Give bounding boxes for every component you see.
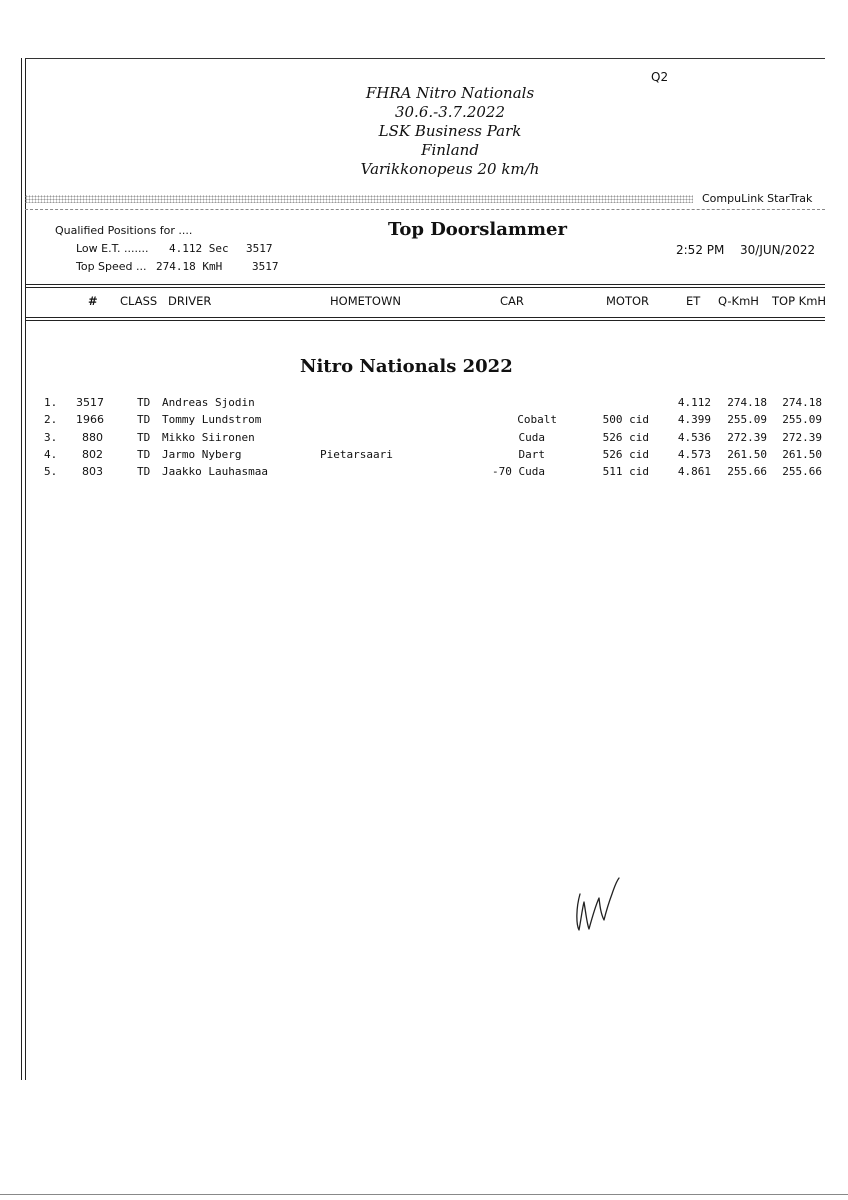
bottom-rule xyxy=(0,1194,848,1195)
dashed-rule xyxy=(25,209,825,210)
result-motor: 526 cid xyxy=(602,447,649,461)
col-qkmh: Q-KmH xyxy=(718,294,759,308)
left-margin-line-outer xyxy=(21,58,22,1080)
result-class: TD xyxy=(137,430,151,444)
result-pos: 2. xyxy=(44,413,58,427)
low-et-label: Low E.T. ....... xyxy=(76,242,149,255)
col-class: CLASS xyxy=(120,294,158,308)
top-speed-label: Top Speed ... xyxy=(76,260,147,273)
result-driver: Andreas Sjodin xyxy=(162,396,255,409)
result-topkmh: 274.18 xyxy=(782,396,822,409)
top-speed-value: 274.18 KmH xyxy=(156,260,223,273)
result-topkmh: 255.66 xyxy=(782,465,822,479)
results-table xyxy=(0,396,848,482)
result-num: 803 xyxy=(82,465,103,479)
result-pos: 5. xyxy=(44,465,58,479)
col-car: CAR xyxy=(500,294,524,308)
result-driver: Tommy Lundstrom xyxy=(162,413,262,427)
report-date: 30/JUN/2022 xyxy=(740,243,816,257)
result-qkmh: 274.18 xyxy=(727,396,767,409)
result-qkmh: 255.09 xyxy=(727,413,767,427)
col-topkmh: TOP KmH xyxy=(772,294,827,308)
report-time: 2:52 PM xyxy=(676,243,725,257)
col-et: ET xyxy=(686,294,701,308)
handwritten-signature xyxy=(570,872,640,942)
result-row xyxy=(0,413,848,430)
result-hometown: Pietarsaari xyxy=(320,447,393,461)
header-rule-top xyxy=(25,284,825,285)
event-header xyxy=(300,84,600,179)
event-pit-speed: Varikkonopeus 20 km/h xyxy=(360,160,540,178)
low-et-value: 4.112 Sec xyxy=(169,242,229,255)
low-et-car: 3517 xyxy=(246,242,273,255)
result-class: TD xyxy=(137,447,151,461)
result-pos: 4. xyxy=(44,447,58,461)
result-qkmh: 261.50 xyxy=(727,447,767,461)
result-num: 802 xyxy=(82,447,103,461)
result-driver: Jarmo Nyberg xyxy=(162,447,242,461)
result-pos: 1. xyxy=(44,396,58,409)
result-row xyxy=(0,396,848,413)
left-margin-line-inner xyxy=(25,58,26,1080)
event-country: Finland xyxy=(421,141,479,159)
col-driver: DRIVER xyxy=(168,294,212,308)
result-row xyxy=(0,431,848,448)
result-topkmh: 261.50 xyxy=(782,447,822,461)
header-rule-bottom-2 xyxy=(25,320,825,321)
result-num: 1966 xyxy=(76,413,104,427)
result-class: TD xyxy=(137,396,151,409)
vendor-label: CompuLink StarTrak xyxy=(702,192,813,205)
event-venue: LSK Business Park xyxy=(378,122,522,140)
result-class: TD xyxy=(137,465,151,479)
result-topkmh: 272.39 xyxy=(782,430,822,444)
result-motor: 511 cid xyxy=(602,465,649,479)
col-num: # xyxy=(88,294,98,308)
col-hometown: HOMETOWN xyxy=(330,294,401,308)
result-pos: 3. xyxy=(44,430,58,444)
dotted-band xyxy=(25,195,693,203)
result-topkmh: 255.09 xyxy=(782,413,822,427)
race-title: Nitro Nationals 2022 xyxy=(300,356,513,377)
result-car: Cuda xyxy=(518,430,545,444)
result-car: -70 Cuda xyxy=(492,465,545,479)
session-tag: Q2 xyxy=(651,70,669,84)
class-title: Top Doorslammer xyxy=(388,219,567,240)
top-speed-car: 3517 xyxy=(252,260,279,273)
header-rule-top-2 xyxy=(25,287,825,288)
result-motor: 526 cid xyxy=(602,430,649,444)
header-rule-bottom xyxy=(25,317,825,318)
result-car: Dart xyxy=(518,447,545,461)
result-qkmh: 272.39 xyxy=(727,430,767,444)
result-et: 4.536 xyxy=(677,430,711,444)
result-car: Cobalt xyxy=(517,413,557,427)
qualified-label: Qualified Positions for .... xyxy=(55,224,193,237)
result-et: 4.861 xyxy=(677,465,711,479)
event-name: FHRA Nitro Nationals xyxy=(365,84,535,102)
col-motor: MOTOR xyxy=(606,294,650,308)
result-et: 4.399 xyxy=(677,413,711,427)
result-et: 4.112 xyxy=(677,396,711,409)
result-row xyxy=(0,448,848,465)
result-class: TD xyxy=(137,413,151,427)
result-num: 3517 xyxy=(76,396,104,409)
result-driver: Mikko Siironen xyxy=(162,430,255,444)
top-rule xyxy=(25,58,825,59)
result-row xyxy=(0,465,848,482)
result-et: 4.573 xyxy=(677,447,711,461)
result-motor: 500 cid xyxy=(602,413,649,427)
result-qkmh: 255.66 xyxy=(727,465,767,479)
event-dates: 30.6.-3.7.2022 xyxy=(394,103,506,121)
result-driver: Jaakko Lauhasmaa xyxy=(162,465,268,479)
result-num: 880 xyxy=(82,430,103,444)
